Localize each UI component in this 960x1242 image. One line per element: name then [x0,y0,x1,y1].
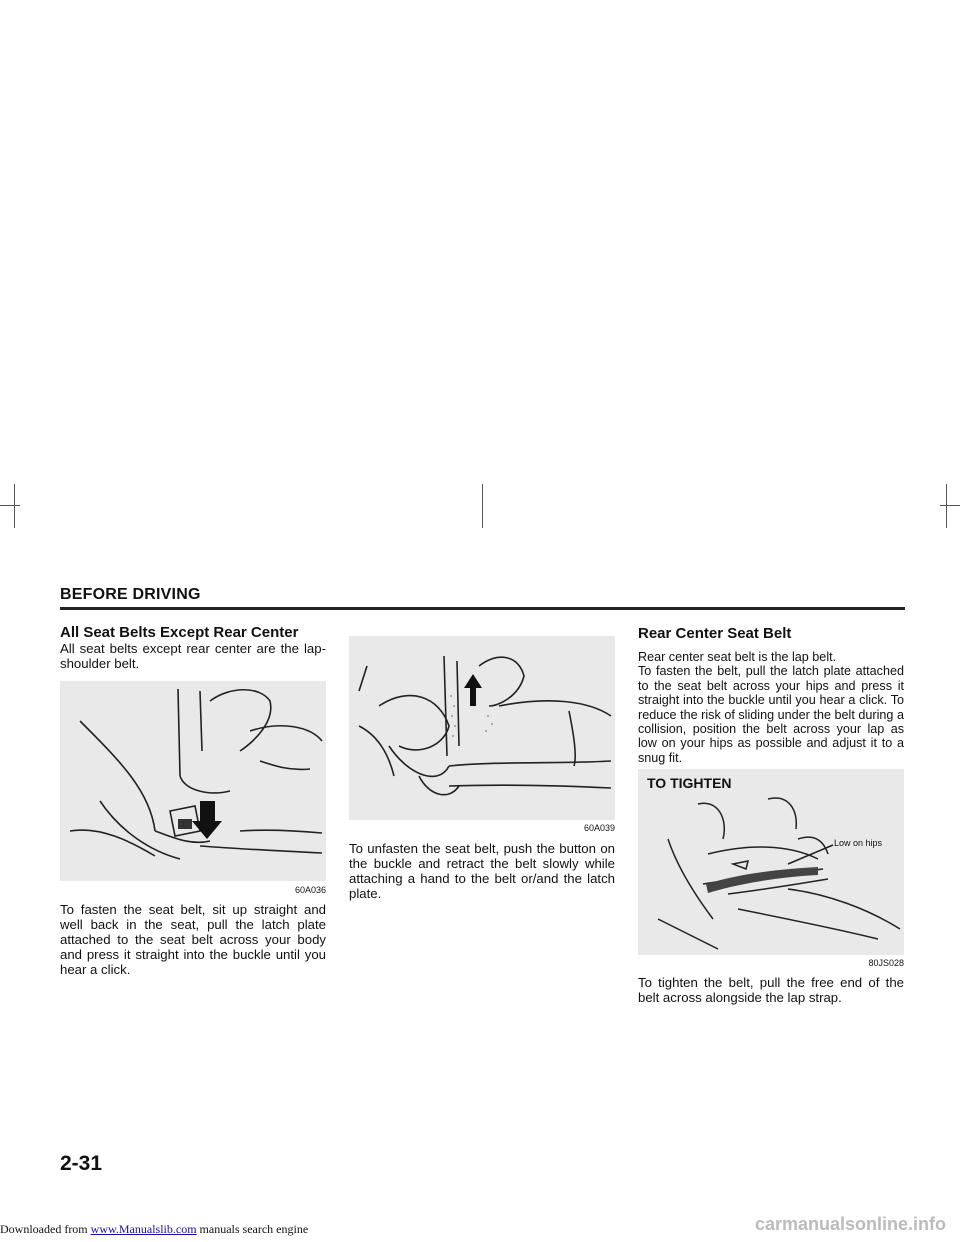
figure-fasten-belt [60,681,326,881]
footer-prefix: Downloaded from [0,1222,91,1236]
fasten-belt-illustration [60,681,326,881]
column-1-body [60,902,326,977]
page-number: 2-31 [60,1152,103,1175]
footer-download-note [0,1222,308,1237]
crop-mark [0,505,20,506]
heading-rear-center: Rear Center Seat Belt [638,625,792,642]
figure-code: 80JS028 [868,958,904,968]
column-3 [638,625,904,765]
tighten-paragraph: To tighten the belt, pull the free end of the belt across alongside the lap strap. [638,975,904,1005]
crop-mark [482,484,483,528]
column-3-body [638,975,904,1005]
figure-title: TO TIGHTEN [647,775,732,791]
intro-paragraph: All seat belts except rear center are the lap-shoulder belt. [60,641,326,671]
watermark: carmanualsonline.info [754,1214,946,1234]
crop-mark [946,484,947,528]
section-header: BEFORE DRIVING [60,586,201,603]
figure-label: Low on hips [834,838,883,848]
column-2-body [349,841,615,901]
footer-suffix: manuals search engine [196,1222,309,1236]
heading-all-seat-belts: All Seat Belts Except Rear Center [60,624,299,641]
tighten-belt-illustration [638,769,904,955]
crop-mark [14,484,15,528]
unfasten-belt-illustration [349,636,615,820]
rear-center-instructions: To fasten the belt, pull the latch plate attached to the seat belt across your hips and press it straight into the buckle until you hear a click. To reduce the risk of sliding under the belt during a collision, position the belt across your lap as low on your hips as possible and adjust it to a snug fit. [638,664,904,765]
column-1 [60,624,326,671]
figure-to-tighten [638,769,904,955]
fasten-paragraph: To fasten the seat belt, sit up straight and well back in the seat, pull the latch plate attached to the seat belt across your body and press it straight into the buckle until you hear a click. [60,902,326,977]
rear-center-intro: Rear center seat belt is the lap belt. [638,650,837,664]
unfasten-paragraph: To unfasten the seat belt, push the button on the buckle and retract the belt slowly while attaching a hand to the belt or/and the latch plate. [349,841,615,901]
figure-code: 60A036 [294,885,326,895]
crop-mark [940,505,960,506]
figure-code: 60A039 [583,823,615,833]
figure-unfasten-belt [349,636,615,820]
footer-link[interactable]: www.Manualslib.com [90,1222,197,1236]
section-rule [60,607,905,610]
